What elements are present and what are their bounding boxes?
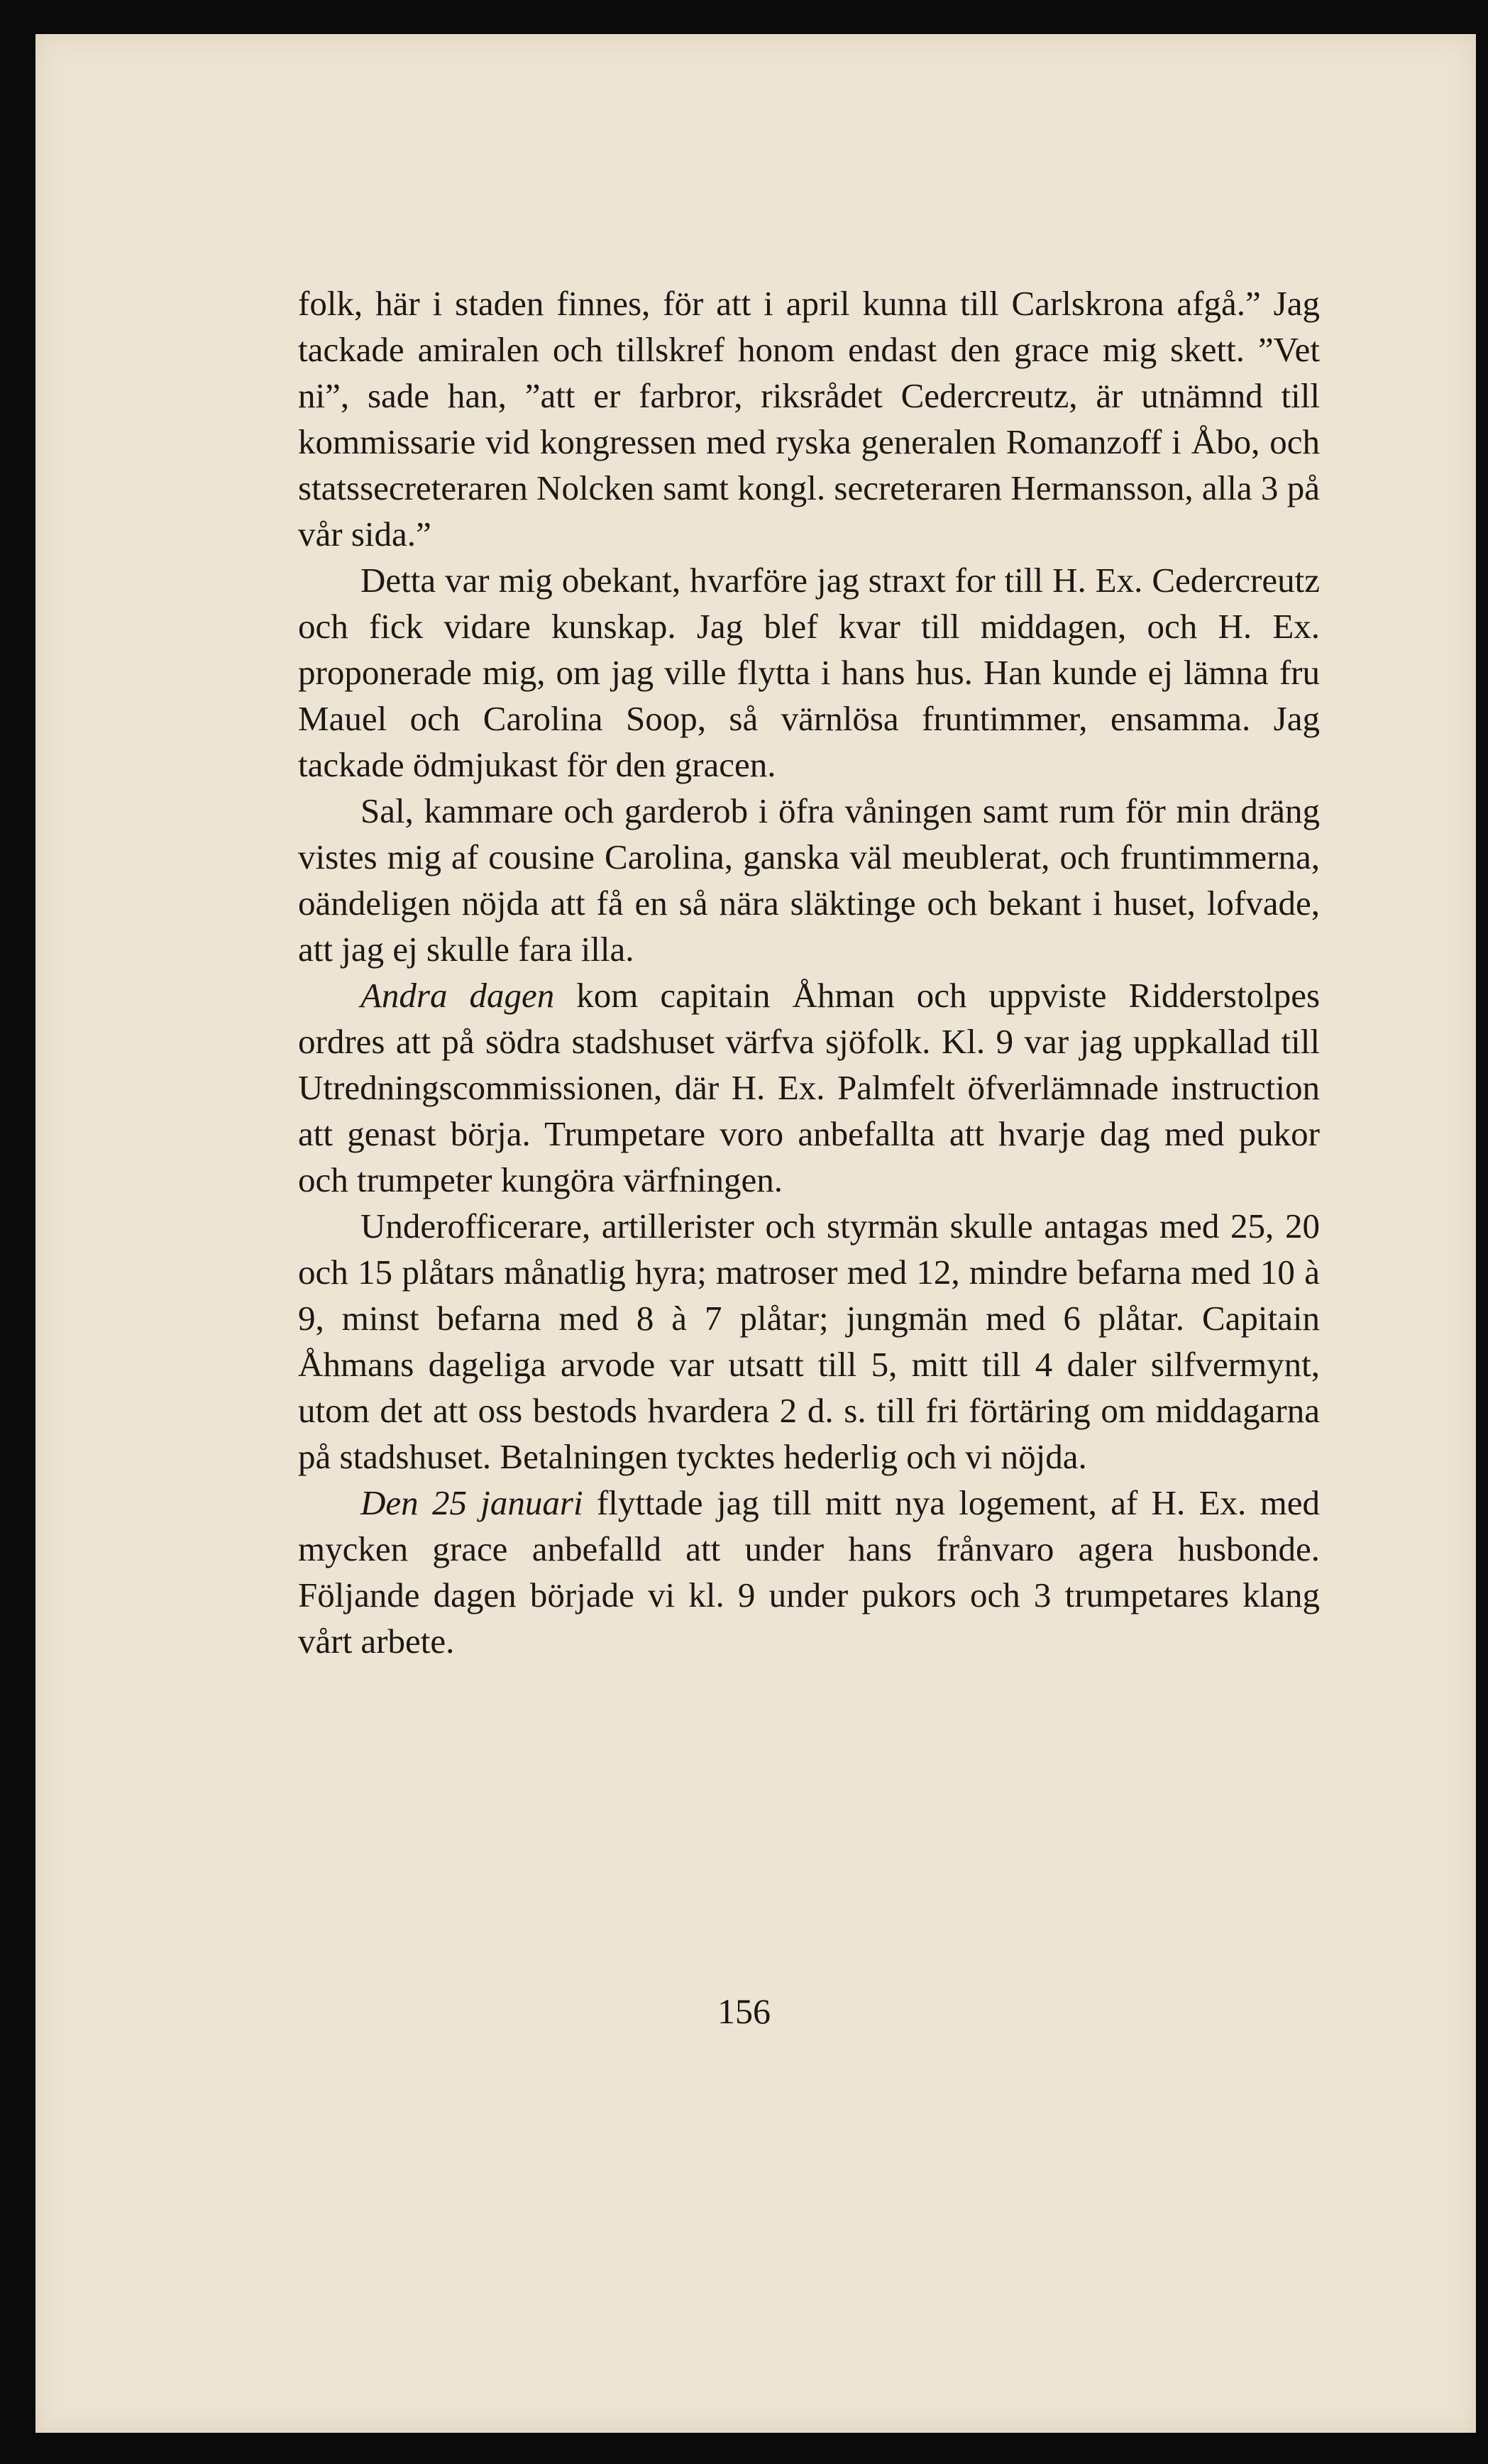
paragraph-text: folk, här i staden finnes, för att i april kunna till Carlskrona afgå.” Jag tackade amiralen och tillskref honom endast den grace mig skett. ”Vet ni”, sade han, ”att er farbror, riksrådet Cedercreutz, är utnämnd till kommissarie vid kongressen med ryska generalen Romanzoff i Åbo, och statssecreteraren Nolcken samt kongl. secreteraren Hermansson, alla 3 på vår sida.” (298, 284, 1320, 554)
paragraph-text: Underofficerare, artillerister och styrmän skulle antagas med 25, 20 och 15 plåtars månatlig hyra; matroser med 12, mindre befarna med 10 à 9, minst befarna med 8 à 7 plåtar; jungmän med 6 plåtar. Capitain Åhmans dageliga arvode var utsatt till 5, mitt till 4 daler silfvermynt, utom det att oss bestods hvardera 2 d. s. till fri förtäring om middagarna på stadshuset. Betalningen tycktes hederlig och vi nöjda. (298, 1206, 1320, 1476)
paragraph (298, 972, 1320, 1203)
paragraph (298, 788, 1320, 972)
body-text (298, 280, 1320, 1664)
paragraph-lead-italic: Den 25 januari (360, 1483, 583, 1522)
paragraph (298, 1480, 1320, 1664)
page-number: 156 (717, 1991, 771, 2031)
paragraph (298, 280, 1320, 557)
paragraph (298, 557, 1320, 788)
paragraph-text: kom capitain Åhman och uppviste Ridderstolpes ordres att på södra stadshuset värfva sjöfolk. Kl. 9 var jag uppkallad till Utredningscommissionen, där H. Ex. Palmfelt öfverlämnade instruction att genast börja. Trumpetare voro anbefallta att hvarje dag med pukor och trumpeter kungöra värfningen. (298, 976, 1321, 1199)
paragraph-text: Sal, kammare och garderob i öfra våningen samt rum för min dräng vistes mig af cousine Carolina, ganska väl meublerat, och fruntimmerna, oändeligen nöjda att få en så nära släktinge och bekant i huset, lofvade, att jag ej skulle fara illa. (298, 791, 1320, 969)
paragraph-lead-italic: Andra dagen (360, 976, 555, 1015)
paragraph-text: Detta var mig obekant, hvarföre jag straxt for till H. Ex. Cedercreutz och fick vidare kunskap. Jag blef kvar till middagen, och H. Ex. proponerade mig, om jag ville flytta i hans hus. Han kunde ej lämna fru Mauel och Carolina Soop, så värnlösa fruntimmer, ensamma. Jag tackade ödmjukast för den gracen. (298, 561, 1320, 784)
paragraph (298, 1203, 1320, 1480)
paragraph-text: flyttade jag till mitt nya logement, af H. Ex. med mycken grace anbefalld att under hans frånvaro agera husbonde. Följande dagen började vi kl. 9 under pukors och 3 trumpetares klang vårt arbete. (298, 1483, 1320, 1661)
